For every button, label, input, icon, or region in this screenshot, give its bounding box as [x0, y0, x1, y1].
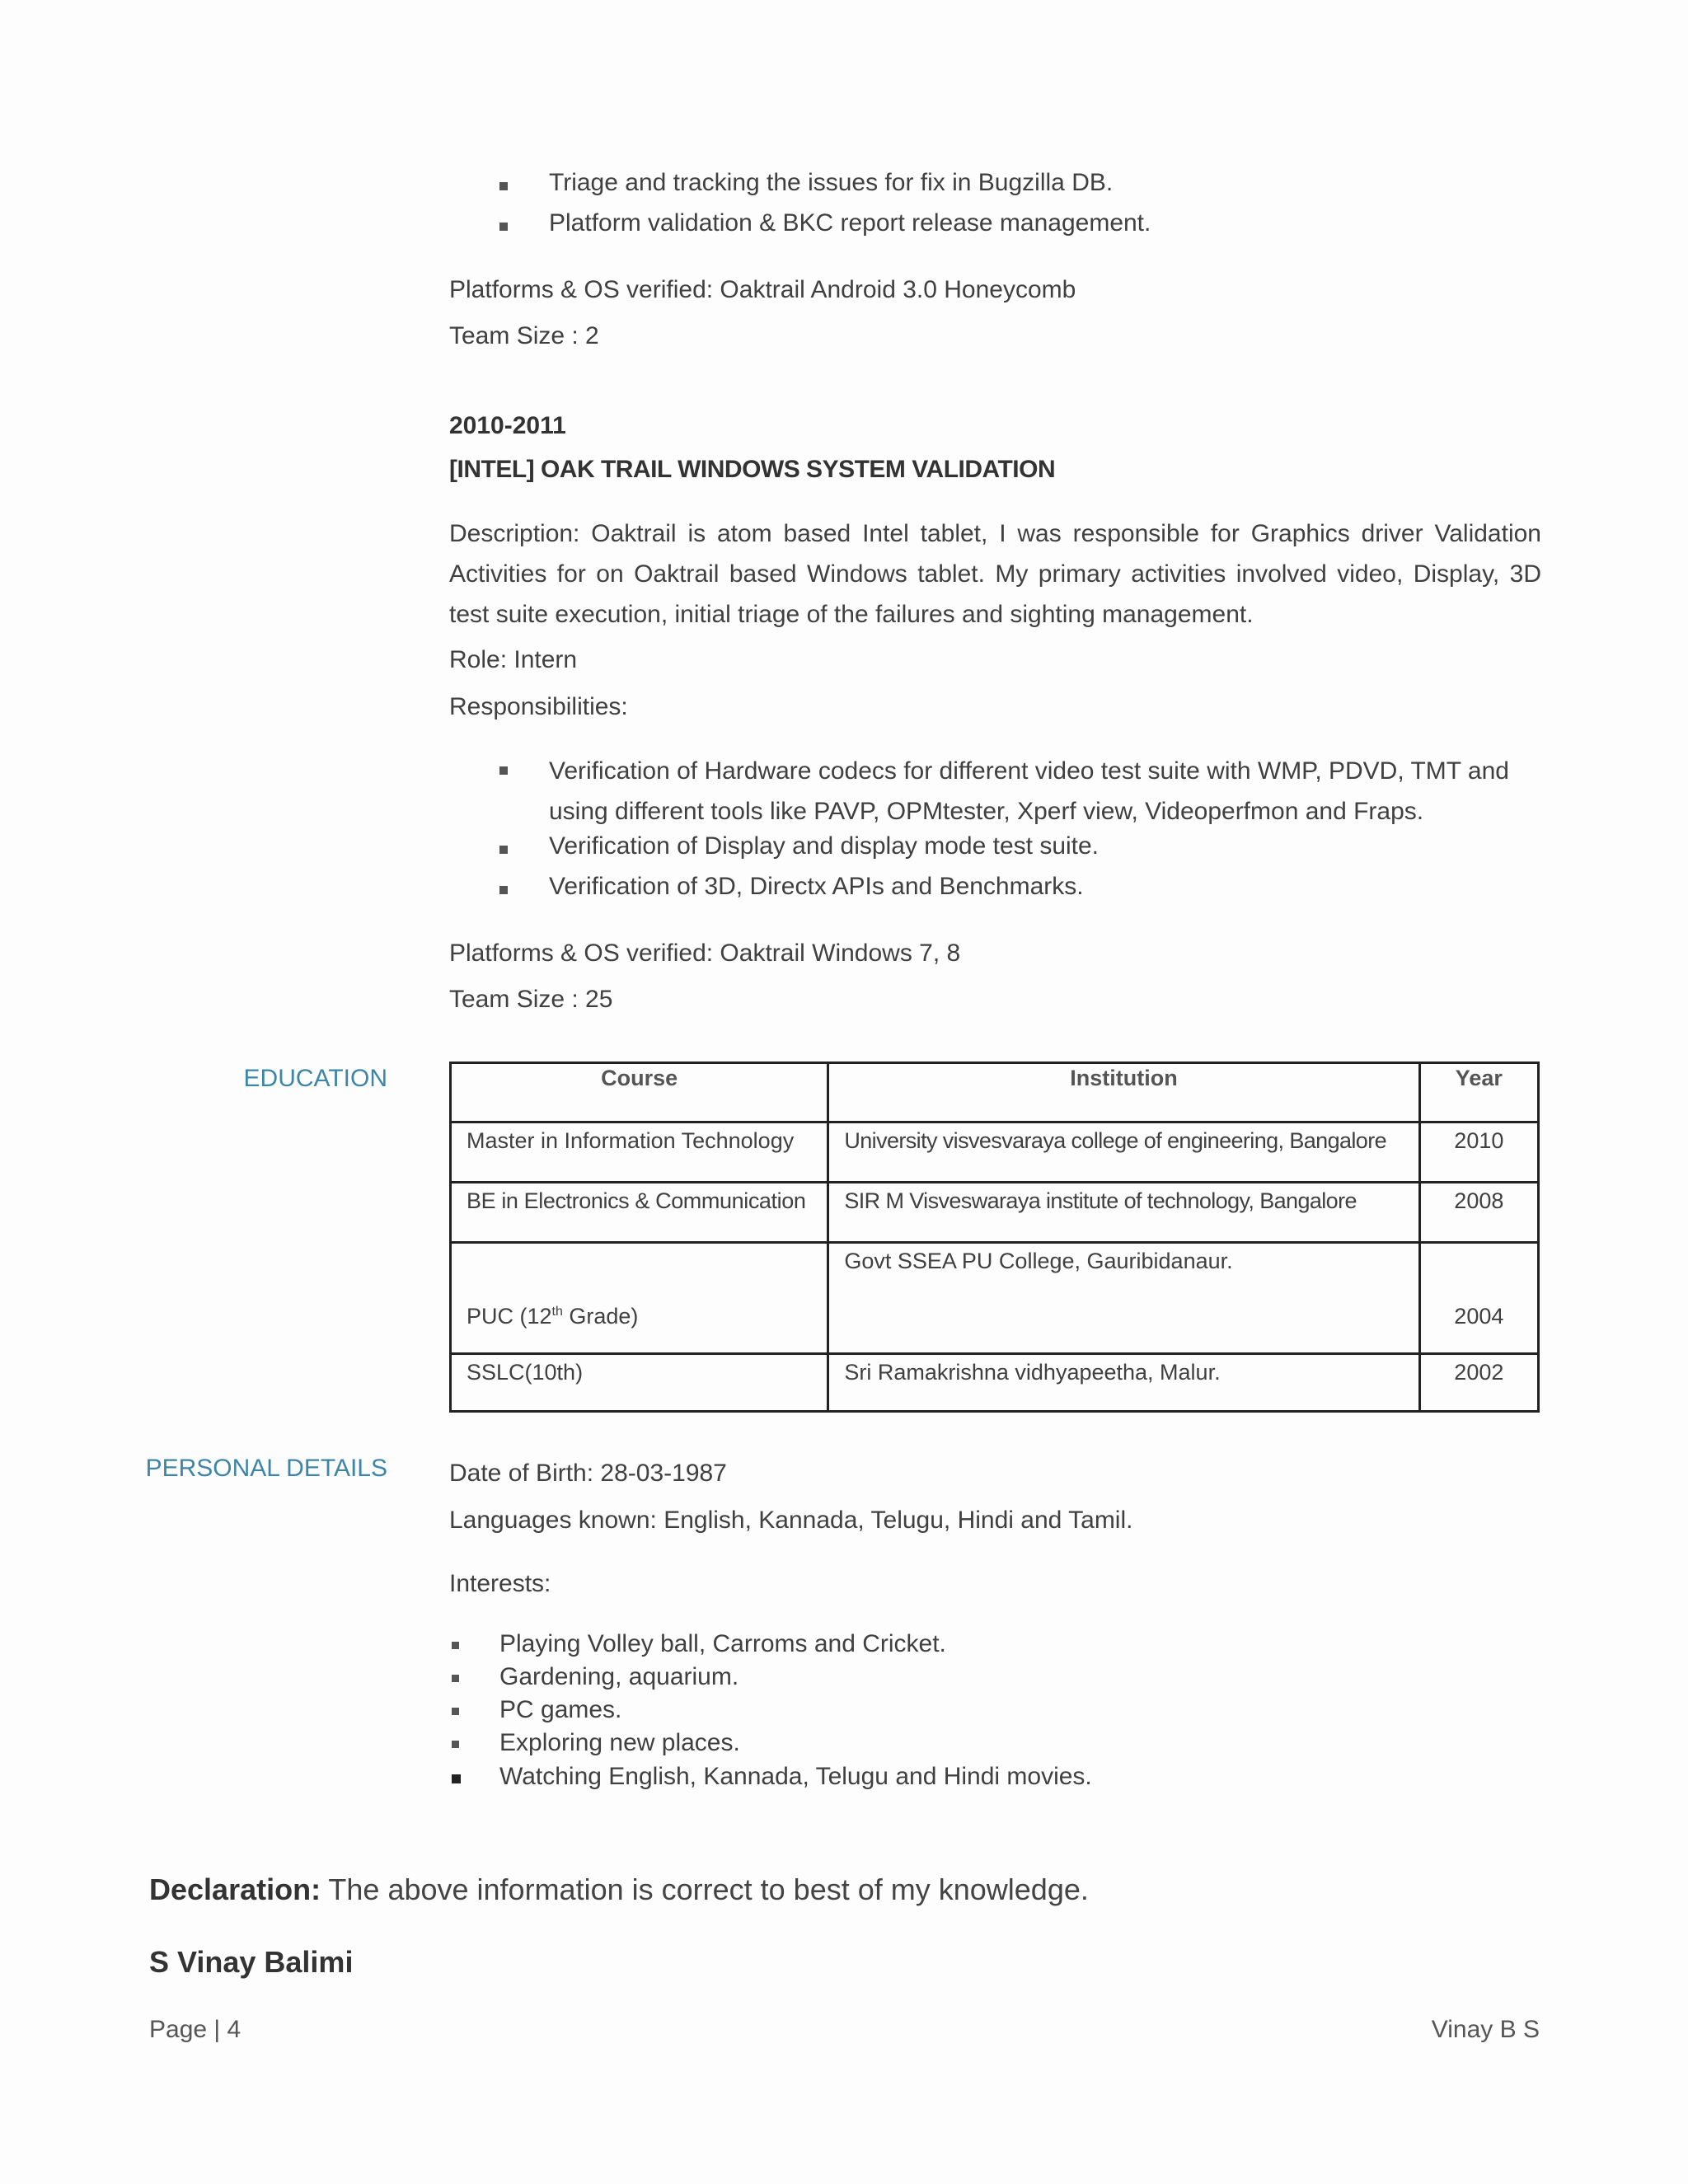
languages-known: Languages known: English, Kannada, Telugu, Hindi and Tamil. — [449, 1507, 1133, 1534]
project-team-size: Team Size : 25 — [449, 986, 613, 1013]
list-item: Playing Volley ball, Carroms and Cricket. — [452, 1630, 1523, 1663]
declaration-text: The above information is correct to best of my knowledge. — [321, 1872, 1089, 1906]
bullet-square-icon — [499, 846, 508, 854]
bullet-square-icon — [499, 182, 508, 190]
course-cell: BE in Electronics & Communication — [451, 1183, 828, 1243]
year-cell: 2010 — [1419, 1122, 1538, 1183]
course-cell: SSLC(10th) — [451, 1354, 828, 1412]
table-row — [451, 1122, 1539, 1183]
project-platforms: Platforms & OS verified: Oaktrail Windows 7, 8 — [449, 940, 961, 967]
footer-author: Vinay B S — [1431, 2016, 1540, 2043]
bullet-square-icon — [452, 1741, 459, 1748]
institution-cell: University visvesvaraya college of engineering, Bangalore — [828, 1122, 1419, 1183]
year-cell: 2008 — [1419, 1183, 1538, 1243]
table-row — [451, 1354, 1539, 1412]
responsibilities-list — [499, 752, 1542, 913]
prev-platforms: Platforms & OS verified: Oaktrail Android 3.0 Honeycomb — [449, 276, 1076, 303]
course-cell: PUC (12th Grade) — [451, 1243, 828, 1354]
interests-list — [452, 1630, 1523, 1796]
education-table — [449, 1062, 1540, 1413]
list-item: Gardening, aquarium. — [452, 1663, 1523, 1696]
table-row — [451, 1183, 1539, 1243]
signature: S Vinay Balimi — [149, 1945, 354, 1979]
project-description: Description: Oaktrail is atom based Intel tablet, I was responsible for Graphics driver Validation Activities for on Oaktrail based Windows tablet. My primary activities involved video, Display, 3D test suite execution, initial triage of the failures and sighting management. — [449, 520, 1541, 628]
prev-team-size: Team Size : 2 — [449, 322, 599, 349]
table-row — [451, 1243, 1539, 1354]
bullet-square-icon — [499, 766, 508, 775]
table-header-row — [451, 1063, 1539, 1122]
bullet-square-icon — [452, 1675, 459, 1682]
list-item: Platform validation & BKC report release management. — [499, 209, 1546, 250]
project-role: Role: Intern — [449, 646, 578, 673]
year-cell: 2004 — [1419, 1243, 1538, 1354]
responsibilities-label: Responsibilities: — [449, 693, 628, 720]
list-item: Triage and tracking the issues for fix in Bugzilla DB. — [499, 169, 1546, 209]
declaration — [149, 1872, 1089, 1907]
bullet-square-icon — [452, 1774, 461, 1783]
list-item: Exploring new places. — [452, 1729, 1523, 1763]
bullet-square-icon — [452, 1642, 459, 1649]
footer-page-number: Page | 4 — [149, 2016, 241, 2043]
institution-cell: Sri Ramakrishna vidhyapeetha, Malur. — [828, 1354, 1419, 1412]
bullet-square-icon — [499, 223, 508, 231]
bullet-square-icon — [499, 886, 508, 894]
interests-label: Interests: — [449, 1570, 551, 1597]
header-institution: Institution — [828, 1063, 1419, 1122]
course-cell: Master in Information Technology — [451, 1122, 828, 1183]
header-year: Year — [1419, 1063, 1538, 1122]
education-label: EDUCATION — [243, 1065, 387, 1092]
date-of-birth: Date of Birth: 28-03-1987 — [449, 1460, 727, 1487]
year-cell: 2002 — [1419, 1354, 1538, 1412]
list-item: Verification of 3D, Directx APIs and Benchmarks. — [499, 873, 1542, 913]
list-item: Watching English, Kannada, Telugu and Hindi movies. — [452, 1763, 1523, 1796]
header-course: Course — [451, 1063, 828, 1122]
list-item: Verification of Hardware codecs for different video test suite with WMP, PDVD, TMT and using different tools like PAVP, OPMtester, Xperf view, Videoperfmon and Fraps. — [499, 752, 1542, 832]
prev-project-bullets — [499, 169, 1546, 250]
declaration-label: Declaration: — [149, 1872, 321, 1906]
list-item: Verification of Display and display mode test suite. — [499, 832, 1542, 873]
institution-cell: Govt SSEA PU College, Gauribidanaur. — [828, 1243, 1419, 1354]
institution-cell: SIR M Visveswaraya institute of technology, Bangalore — [828, 1183, 1419, 1243]
bullet-square-icon — [452, 1708, 459, 1715]
project-years: 2010-2011 — [449, 412, 566, 439]
project-title: [INTEL] OAK TRAIL WINDOWS SYSTEM VALIDATION — [449, 456, 1056, 483]
personal-details-label: PERSONAL DETAILS — [145, 1455, 387, 1482]
list-item: PC games. — [452, 1696, 1523, 1729]
